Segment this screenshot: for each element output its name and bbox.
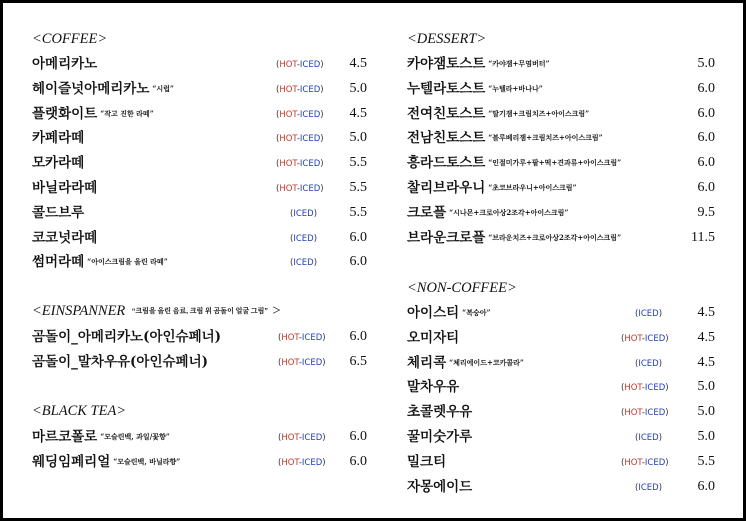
temperature-punctuation: ) — [658, 482, 663, 493]
einspanner-title-note: “크림을 올린 음료, 크림 위 곰돌이 얼굴 그림” — [131, 307, 268, 315]
temperature-punctuation: - — [296, 84, 300, 95]
menu-item — [32, 202, 367, 224]
menu-item-name — [32, 250, 168, 270]
menu-item-note: “인절미가루+팥+떡+견과류+아이스크림” — [488, 158, 622, 168]
menu-item-note: “체리에이드+코카콜라” — [449, 357, 524, 367]
menu-item-price: 6.0 — [697, 130, 715, 146]
menu-item-price: 5.0 — [697, 404, 715, 420]
menu-item — [407, 227, 715, 249]
temperature-punctuation: - — [298, 333, 302, 343]
temperature-punctuation: ) — [320, 184, 324, 194]
menu-item — [32, 251, 367, 273]
menu-item-price: 6.0 — [349, 329, 367, 344]
hot-label: HOT — [279, 60, 297, 70]
menu-item-title: 곰돌이_말차우유(아인슈페너) — [32, 353, 209, 370]
menu-item-name — [32, 52, 97, 72]
menu-item-temperature — [621, 334, 669, 344]
menu-item-note: “브라운치즈+크로아상2조각+아이스크림” — [488, 232, 622, 242]
menu-item-price: 4.5 — [349, 105, 367, 121]
menu-item-note: “작고 진한 라떼” — [100, 108, 154, 118]
menu-item-title: 꿀미숫가루 — [407, 429, 473, 445]
menu-item-price: 11.5 — [691, 229, 715, 245]
menu-item — [407, 401, 715, 423]
menu-item-price: 5.0 — [697, 429, 715, 444]
iced-label: ICED — [301, 333, 323, 343]
temperature-punctuation: - — [298, 433, 302, 443]
iced-label: ICED — [644, 333, 666, 344]
menu-item-temperature — [278, 458, 326, 468]
menu-item-name — [407, 375, 459, 395]
menu-item-note: “시나몬+크로아상2조각+아이스크림” — [449, 207, 569, 217]
menu-item-name — [407, 351, 524, 371]
menu-item-price: 4.5 — [697, 354, 715, 370]
temperature-punctuation: ) — [313, 258, 318, 269]
menu-item-title: 전남친토스트 — [407, 130, 486, 147]
temperature-punctuation: ) — [665, 333, 669, 344]
menu-item-title: 곰돌이_아메리카노(아인슈페너) — [32, 329, 222, 345]
menu-item-title: 카페라떼 — [32, 130, 85, 147]
menu-item — [407, 78, 715, 100]
iced-label: ICED — [293, 208, 314, 219]
iced-label: ICED — [299, 60, 321, 70]
menu-item-title: 아메리카노 — [32, 56, 98, 72]
menu-item — [407, 376, 715, 398]
menu-item-price: 5.5 — [349, 204, 367, 220]
menu-item-price: 5.5 — [349, 180, 367, 195]
menu-item-title: 헤이즐넛아메리카노 — [32, 80, 150, 97]
temperature-punctuation: - — [296, 159, 300, 170]
menu-item-price: 4.5 — [349, 56, 367, 71]
menu-item-note: “블루베리잼+크림치즈+아이스크림” — [488, 133, 603, 143]
menu-item-name — [32, 350, 208, 370]
menu-item-note: “시럽” — [152, 83, 174, 93]
menu-item-temperature — [276, 85, 324, 95]
menu-item-title: 흥라드토스트 — [407, 155, 486, 172]
temperature-punctuation: - — [641, 457, 645, 468]
temperature-punctuation: ) — [320, 159, 324, 170]
section-title-black-tea: <BLACK TEA> — [32, 403, 127, 419]
menu-item-temperature — [290, 209, 317, 219]
temperature-punctuation: ( — [621, 333, 625, 344]
iced-label: ICED — [293, 258, 314, 269]
menu-item-name — [32, 226, 97, 246]
menu-item — [407, 476, 715, 498]
temperature-punctuation: ( — [635, 358, 639, 369]
temperature-punctuation: ) — [665, 383, 669, 394]
menu-item-price: 6.0 — [697, 180, 715, 195]
menu-item-temperature — [621, 408, 669, 418]
menu-item-title: 웨딩임페리얼 — [32, 453, 111, 470]
menu-item-title: 자몽에이드 — [407, 478, 473, 495]
menu-item-title: 아이스티 — [407, 305, 460, 321]
menu-item — [407, 202, 715, 224]
menu-item-name — [32, 176, 97, 196]
temperature-punctuation: ( — [276, 134, 280, 145]
temperature-punctuation: ( — [635, 433, 639, 443]
hot-label: HOT — [281, 457, 299, 468]
menu-item-name — [407, 77, 543, 97]
temperature-punctuation: - — [298, 457, 302, 468]
section-title-coffee: <COFFEE> — [32, 31, 108, 47]
menu-item-note: “복숭아” — [462, 308, 491, 317]
menu-item-temperature — [276, 159, 324, 169]
temperature-punctuation: ( — [276, 109, 280, 120]
temperature-punctuation: ) — [322, 333, 326, 343]
menu-item-temperature — [278, 333, 326, 343]
menu-item — [32, 152, 367, 174]
menu-item-title: 체리콕 — [407, 354, 447, 371]
menu-item-price: 6.0 — [697, 105, 715, 121]
temperature-punctuation: ( — [621, 457, 625, 468]
iced-label: ICED — [299, 159, 321, 170]
menu-item — [32, 53, 367, 75]
temperature-punctuation: ) — [322, 457, 326, 468]
menu-item-title: 말차우유 — [407, 379, 460, 396]
menu-item-title: 카야잼토스트 — [407, 56, 486, 72]
menu-item-temperature — [276, 60, 324, 70]
menu-item-temperature — [278, 358, 326, 368]
menu-item — [407, 352, 715, 374]
menu-item-name — [32, 450, 180, 470]
menu-item — [32, 227, 367, 249]
menu-item-price: 5.5 — [349, 155, 367, 171]
iced-label: ICED — [644, 408, 666, 419]
iced-label: ICED — [299, 184, 321, 194]
temperature-punctuation: ( — [621, 408, 625, 419]
temperature-punctuation: ( — [278, 457, 282, 468]
menu-item-title: 크로플 — [407, 204, 447, 221]
menu-item-temperature — [635, 359, 662, 369]
menu-item-price: 5.0 — [349, 80, 367, 96]
menu-board — [3, 3, 743, 518]
menu-item — [32, 451, 367, 473]
menu-item-price: 5.0 — [349, 130, 367, 146]
temperature-punctuation: ) — [658, 309, 663, 319]
einspanner-title-end: > — [271, 303, 282, 319]
hot-label: HOT — [279, 159, 297, 170]
menu-item — [407, 451, 715, 473]
temperature-punctuation: ( — [621, 383, 625, 394]
menu-item-name — [407, 151, 621, 171]
menu-item-title: 찰리브라우니 — [407, 180, 486, 196]
menu-item-name — [32, 325, 221, 345]
temperature-punctuation: - — [296, 60, 300, 70]
menu-item-title: 마르코폴로 — [32, 429, 98, 445]
hot-label: HOT — [279, 84, 297, 95]
iced-label: ICED — [638, 482, 659, 493]
menu-item-temperature — [276, 110, 324, 120]
menu-item-note: “아이스크림을 올린 라떼” — [87, 257, 168, 267]
menu-item-note: “카야잼+무염버터” — [488, 59, 550, 68]
menu-item-name — [407, 226, 621, 246]
menu-item-name — [32, 77, 174, 97]
menu-item — [32, 426, 367, 448]
menu-item-name — [32, 201, 84, 221]
menu-item-title: 누텔라토스트 — [407, 80, 486, 97]
menu-item-note: “모슬린백, 과일/꽃향” — [100, 432, 170, 441]
menu-item-name — [32, 102, 154, 122]
menu-item-name — [407, 126, 603, 146]
temperature-punctuation: ) — [313, 208, 318, 219]
menu-item-name — [407, 475, 472, 495]
menu-item-name — [32, 151, 84, 171]
menu-item-price: 4.5 — [697, 329, 715, 345]
menu-item-note: “모슬린백, 바닐라향” — [113, 456, 181, 466]
menu-item-name — [32, 126, 84, 146]
menu-item — [407, 327, 715, 349]
menu-item — [407, 103, 715, 125]
menu-item-title: 전여친토스트 — [407, 105, 486, 122]
menu-item-title: 플랫화이트 — [32, 105, 98, 122]
menu-item — [407, 152, 715, 174]
menu-item-temperature — [635, 433, 662, 443]
menu-item-temperature — [635, 309, 662, 319]
menu-item-name — [407, 201, 568, 221]
temperature-punctuation: ( — [278, 357, 282, 368]
menu-item — [32, 103, 367, 125]
menu-item-price: 5.5 — [697, 453, 715, 469]
menu-item-temperature — [276, 184, 324, 194]
temperature-punctuation: ( — [276, 60, 280, 70]
einspanner-title-text: <EINSPANNER — [32, 303, 126, 319]
temperature-punctuation: ) — [658, 358, 663, 369]
menu-item-price: 5.0 — [697, 56, 715, 71]
menu-item-name — [407, 301, 491, 321]
temperature-punctuation: - — [296, 184, 300, 194]
menu-item-temperature — [290, 258, 317, 268]
menu-item-price: 6.0 — [697, 155, 715, 171]
iced-label: ICED — [644, 383, 666, 394]
menu-item-name — [407, 450, 446, 470]
temperature-punctuation: - — [641, 408, 645, 419]
menu-item — [407, 426, 715, 448]
temperature-punctuation: ) — [313, 233, 318, 244]
menu-item-name — [407, 425, 472, 445]
menu-item-title: 모카라떼 — [32, 155, 85, 172]
hot-label: HOT — [279, 134, 297, 145]
hot-label: HOT — [281, 433, 299, 443]
menu-item-name — [32, 425, 170, 445]
menu-item-title: 썸머라떼 — [32, 254, 85, 271]
menu-item-name — [407, 102, 589, 122]
temperature-punctuation: ) — [322, 433, 326, 443]
menu-item-temperature — [635, 483, 662, 493]
menu-item — [407, 302, 715, 324]
iced-label: ICED — [644, 457, 666, 468]
menu-item-note: “초코브라우니+아이스크림” — [488, 183, 577, 192]
menu-item-name — [407, 400, 472, 420]
menu-item-title: 브라운크로플 — [407, 229, 486, 246]
temperature-punctuation: - — [641, 333, 645, 344]
menu-item — [32, 177, 367, 199]
iced-label: ICED — [638, 358, 659, 369]
menu-item-title: 초콜렛우유 — [407, 404, 473, 421]
temperature-punctuation: ( — [276, 84, 280, 95]
menu-item-price: 6.0 — [349, 254, 367, 270]
temperature-punctuation: ) — [320, 109, 324, 120]
temperature-punctuation: ( — [290, 208, 294, 219]
section-title-dessert: <DESSERT> — [407, 31, 487, 47]
menu-item-note: “누텔라+바나나” — [488, 83, 543, 93]
iced-label: ICED — [299, 84, 321, 95]
temperature-punctuation: - — [298, 357, 302, 368]
hot-label: HOT — [624, 457, 642, 468]
temperature-punctuation: ( — [278, 333, 282, 343]
menu-item-price: 6.0 — [349, 453, 367, 469]
menu-item-name — [407, 176, 577, 196]
temperature-punctuation: ( — [635, 482, 639, 493]
menu-item-temperature — [278, 433, 326, 443]
menu-item-title: 코코넛라떼 — [32, 229, 98, 246]
menu-item — [407, 53, 715, 75]
menu-item-name — [407, 326, 459, 346]
menu-item-temperature — [621, 383, 669, 393]
menu-item-title: 콜드브루 — [32, 204, 85, 221]
menu-item-price: 6.0 — [697, 478, 715, 494]
temperature-punctuation: ) — [320, 134, 324, 145]
hot-label: HOT — [279, 109, 297, 120]
temperature-punctuation: - — [641, 383, 645, 394]
menu-item-temperature — [276, 134, 324, 144]
menu-item-price: 5.0 — [697, 379, 715, 395]
menu-item-price: 6.0 — [349, 429, 367, 444]
menu-item-temperature — [290, 234, 317, 244]
menu-item — [407, 177, 715, 199]
temperature-punctuation: - — [296, 109, 300, 120]
menu-item — [407, 127, 715, 149]
temperature-punctuation: ( — [276, 184, 280, 194]
temperature-punctuation: ( — [635, 309, 639, 319]
menu-item-temperature — [621, 458, 669, 468]
hot-label: HOT — [624, 383, 642, 394]
hot-label: HOT — [279, 184, 297, 194]
menu-item — [32, 78, 367, 100]
menu-item-price: 4.5 — [697, 305, 715, 320]
temperature-punctuation: ( — [290, 233, 294, 244]
iced-label: ICED — [301, 457, 323, 468]
menu-item-name — [407, 52, 550, 72]
temperature-punctuation: ) — [658, 433, 663, 443]
temperature-punctuation: - — [296, 134, 300, 145]
temperature-punctuation: ) — [320, 84, 324, 95]
menu-item-title: 바닐라라떼 — [32, 180, 98, 196]
iced-label: ICED — [638, 309, 659, 319]
temperature-punctuation: ) — [665, 457, 669, 468]
iced-label: ICED — [638, 433, 659, 443]
menu-item-price: 6.5 — [349, 353, 367, 369]
section-title-einspanner — [32, 303, 281, 320]
temperature-punctuation: ( — [276, 159, 280, 170]
iced-label: ICED — [299, 134, 321, 145]
menu-item-title: 오미자티 — [407, 329, 460, 346]
hot-label: HOT — [624, 333, 642, 344]
hot-label: HOT — [624, 408, 642, 419]
iced-label: ICED — [301, 357, 323, 368]
iced-label: ICED — [301, 433, 323, 443]
temperature-punctuation: ) — [665, 408, 669, 419]
iced-label: ICED — [293, 233, 314, 244]
menu-item — [32, 351, 367, 373]
menu-item — [32, 127, 367, 149]
temperature-punctuation: ) — [320, 60, 324, 70]
section-title-non-coffee: <NON-COFFEE> — [407, 280, 517, 296]
menu-item — [32, 326, 367, 348]
menu-item-price: 6.0 — [349, 229, 367, 245]
temperature-punctuation: ( — [278, 433, 282, 443]
iced-label: ICED — [299, 109, 321, 120]
hot-label: HOT — [281, 333, 299, 343]
temperature-punctuation: ) — [322, 357, 326, 368]
menu-item-price: 9.5 — [697, 204, 715, 220]
hot-label: HOT — [281, 357, 299, 368]
temperature-punctuation: ( — [290, 258, 294, 269]
menu-item-note: “딸기잼+크림치즈+아이스크림” — [488, 108, 590, 118]
menu-item-price: 6.0 — [697, 80, 715, 96]
menu-item-title: 밀크티 — [407, 453, 447, 470]
